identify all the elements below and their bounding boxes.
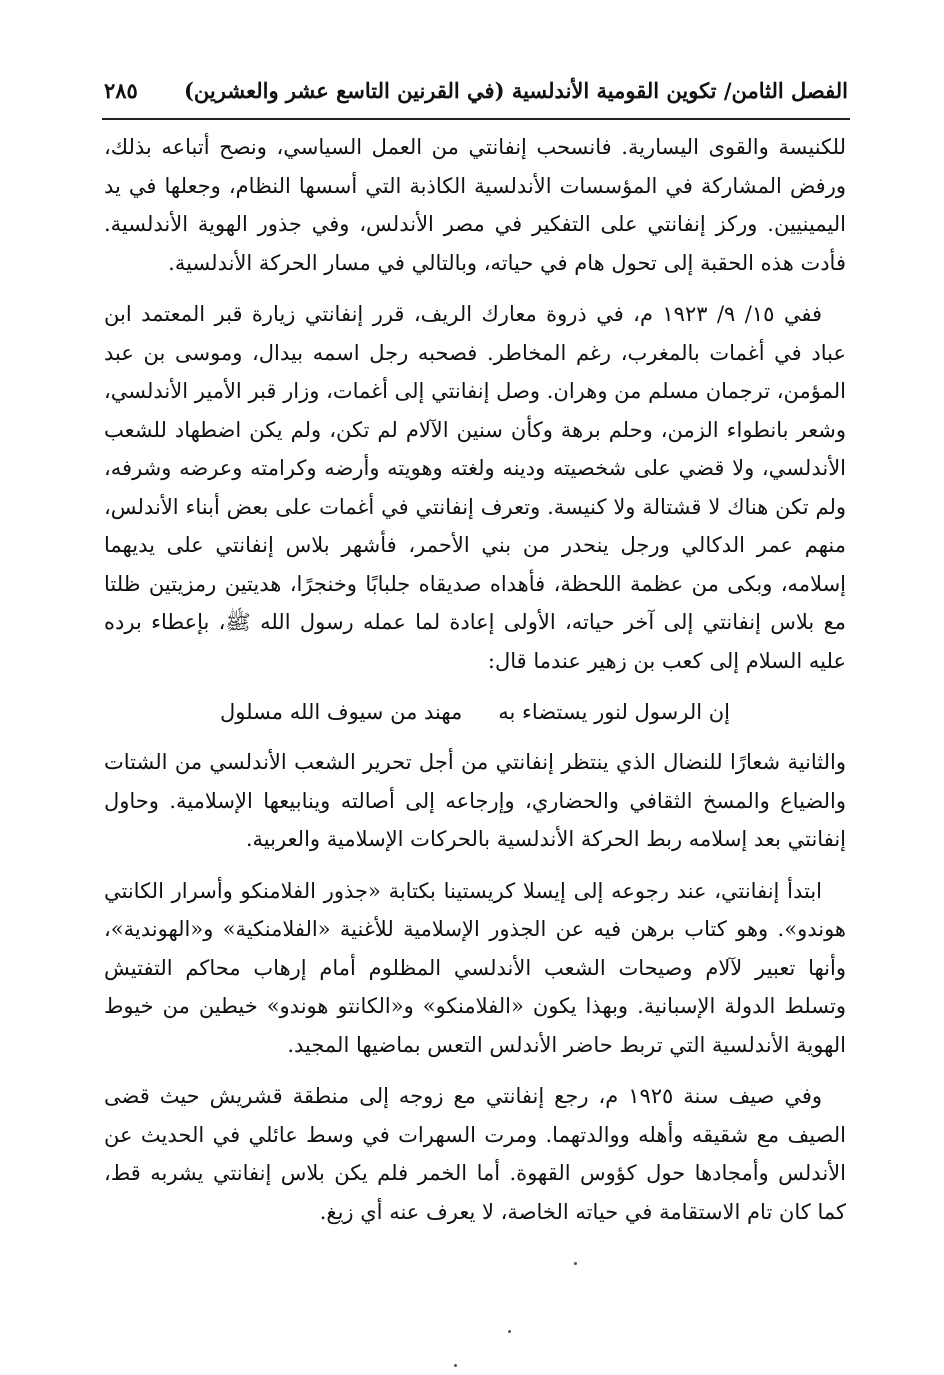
running-header — [104, 74, 848, 114]
verse-first-hemistich: إن الرسول لنور يستضاء به — [498, 700, 730, 724]
paragraph-1: للكنيسة والقوى اليسارية. فانسحب إنفانتي من العمل السياسي، ونصح أتباعه بذلك، ورفض المشاركة في المؤسسات الأندلسية الكاذبة التي أسسها النظام، وجعلها في يد اليمينيين. وركز إنفانتي على التفكير في مصر الأندلس، وفي جذور الهوية الأندلسية. فأدت هذه الحقبة إلى تحول هام في حياته، وبالتالي في مسار الحركة الأندلسية. — [104, 135, 846, 275]
poem-verse — [104, 693, 846, 731]
scan-speck — [508, 1330, 511, 1333]
header-divider — [102, 118, 850, 120]
page-number: ٢٨٥ — [104, 78, 138, 103]
paragraph-5: وفي صيف سنة ١٩٢٥ م، رجع إنفانتي مع زوجه إلى منطقة قشريش حيث قضى الصيف مع شقيقه وأهله ووالدتهما. ومرت السهرات في وسط عائلي في الحديث عن الأندلس وأمجادها حول كؤوس القهوة. أما الخمر فلم يكن بلاس إنفانتي يشربه قط، كما كان تام الاستقامة في حياته الخاصة، لا يعرف عنه أي زيغ. — [104, 1084, 846, 1224]
chapter-title: الفصل الثامن/ تكوين القومية الأندلسية (في القرنين التاسع عشر والعشرين) — [184, 78, 848, 103]
scan-speck — [574, 1262, 577, 1265]
scan-speck — [454, 1364, 457, 1367]
paragraph-2: ففي ١٥/ ٩/ ١٩٢٣ م، في ذروة معارك الريف، قرر إنفانتي زيارة قبر المعتمد ابن عباد في أغمات بالمغرب، رغم المخاطر. فصحبه رجل اسمه بيدال، وموسى بن عبد المؤمن، ترجمان مسلم من وهران. وصل إنفانتي إلى أغمات، وزار قبر الأمير الأندلسي، وشعر بانطواء الزمن، وحلم برهة وكأن سنين الآلام لم تكن، ولم يكن اضطهاد للشعب الأندلسي، ولا قضي على شخصيته ودينه ولغته وهويته وأرضه وكرامته وعرضه وشرفه، ولم تكن هناك لا قشتالة ولا كنيسة. وتعرف إنفانتي في أغمات على بعض أبناء الأندلس، منهم عمر الدكالي ورجل ينحدر من بني الأحمر، فأشهر بلاس إنفانتي على يديهما إسلامه، وبكى من عظمة اللحظة، فأهداه صديقاه جلبابًا وخنجرًا، هديتين رمزيتين ظلتا مع بلاس إنفانتي إلى آخر حياته، الأولى إعادة لما عمله رسول الله ﷺ، بإعطاء برده عليه السلام إلى كعب بن زهير عندما قال: — [104, 302, 847, 673]
verse-second-hemistich: مهند من سيوف الله مسلول — [220, 700, 463, 724]
paragraph-4: ابتدأ إنفانتي، عند رجوعه إلى إيسلا كريستينا بكتابة «جذور الفلامنكو وأسرار الكانتي هوندو». وهو كتاب برهن فيه عن الجذور الإسلامية للأغنية «الفلامنكية» و«الهوندية»، وأنها تعبير لآلام وصيحات الشعب الأندلسي المظلوم أمام إرهاب محاكم التفتيش وتسلط الدولة الإسبانية. وبهذا يكون «الفلامنكو» و«الكانتو هوندو» خيطين من خيوط الهوية الأندلسية التي تربط حاضر الأندلس التعس بماضيها المجيد. — [104, 878, 846, 1057]
paragraph-3: والثانية شعارًا للنضال الذي ينتظر إنفانتي من أجل تحرير الشعب الأندلسي من الشتات والضياع والمسخ الثقافي والحضاري، وإرجاعه إلى أصالته وينابيعها الإسلامية. وحاول إنفانتي بعد إسلامه ربط الحركة الأندلسية بالحركات الإسلامية والعربية. — [104, 750, 846, 851]
body-text — [104, 128, 846, 1244]
